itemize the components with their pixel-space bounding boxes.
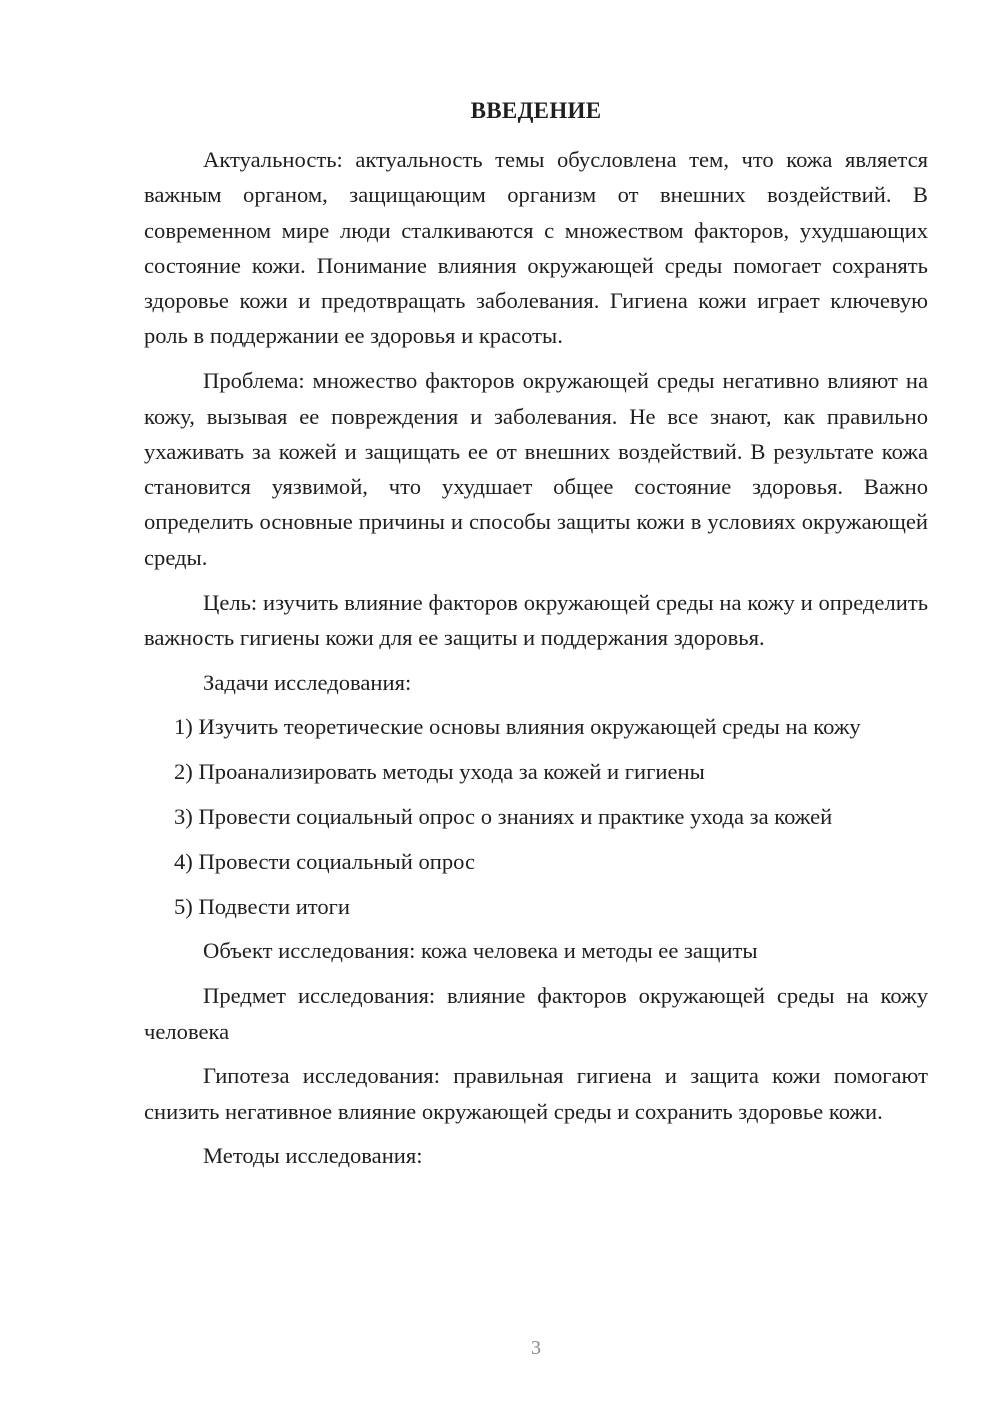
list-item: 5) Подвести итоги	[174, 893, 351, 919]
page-number: 3	[531, 1337, 541, 1359]
paragraph-goal: Цель: изучить влияние факторов окружающей среды на кожу и определить важность гигиены кожи для ее защиты и поддержания здоровья.	[144, 589, 928, 650]
methods-heading: Методы исследования:	[203, 1143, 423, 1169]
page-title: ВВЕДЕНИЕ	[470, 98, 602, 123]
list-item: 2) Проанализировать методы ухода за кожей и гигиены	[174, 759, 705, 785]
paragraph-relevance: Актуальность: актуальность темы обусловлена тем, что кожа является важным органом, защищающим организм от внешних воздействий. В современном мире люди сталкиваются с множеством факторов, ухудшающих состояние кожи. Понимание влияния окружающей среды помогает сохранять здоровье кожи и предотвращать заболевания. Гигиена кожи играет ключевую роль в поддержании ее здоровья и красоты.	[144, 147, 928, 349]
tasks-heading: Задачи исследования:	[203, 669, 412, 695]
paragraph-problem: Проблема: множество факторов окружающей среды негативно влияют на кожу, вызывая ее повреждения и заболевания. Не все знают, как правильно ухаживать за кожей и защищать ее от внешних воздействий. В результате кожа становится уязвимой, что ухудшает общее состояние здоровья. Важно определить основные причины и способы защиты кожи в условиях окружающей среды.	[144, 368, 928, 570]
list-item: 4) Провести социальный опрос	[174, 848, 476, 874]
paragraph-object: Объект исследования: кожа человека и методы ее защиты	[203, 938, 758, 964]
list-item: 3) Провести социальный опрос о знаниях и практике ухода за кожей	[174, 804, 833, 830]
paragraph-subject: Предмет исследования: влияние факторов окружающей среды на кожу человека	[144, 983, 928, 1044]
list-item: 1) Изучить теоретические основы влияния окружающей среды на кожу	[174, 714, 861, 740]
document-body	[144, 142, 928, 1183]
paragraph-hypothesis: Гипотеза исследования: правильная гигиена и защита кожи помогают снизить негативное влияние окружающей среды и сохранить здоровье кожи.	[144, 1063, 928, 1124]
tasks-list	[144, 709, 928, 923]
